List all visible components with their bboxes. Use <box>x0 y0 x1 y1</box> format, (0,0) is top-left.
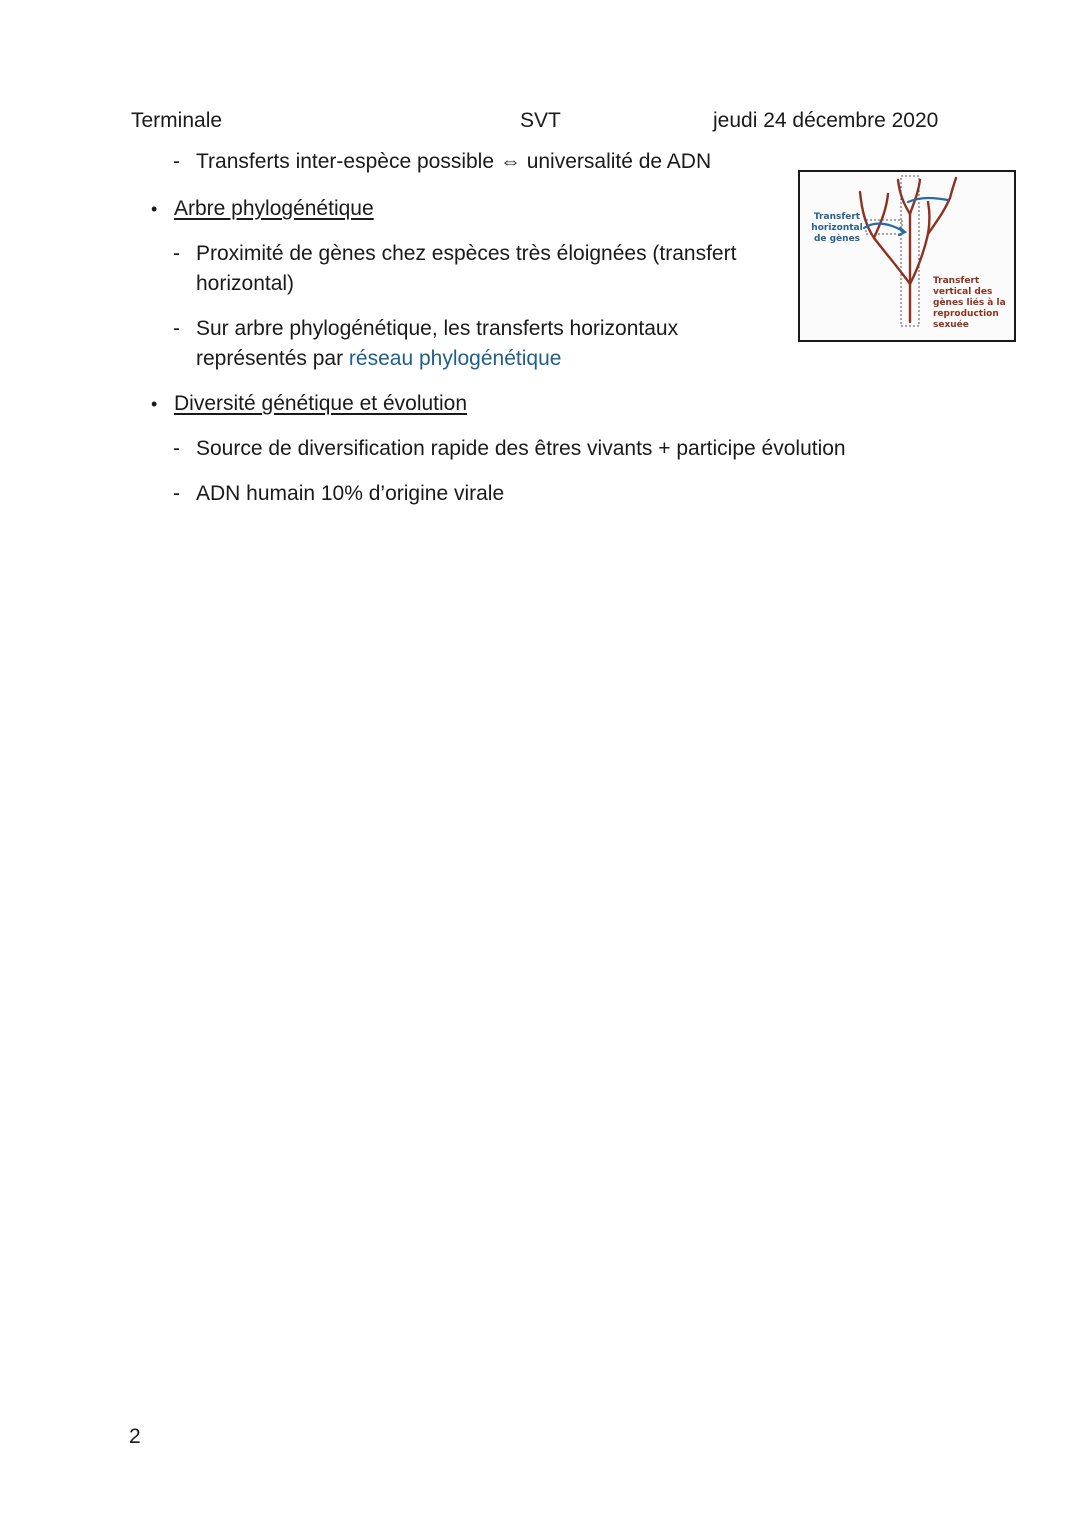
label-horizontal-transfer: Transfert horizontal de gènes <box>811 212 863 244</box>
dash-marker: - <box>173 150 180 173</box>
line-sur-arbre-a: Sur arbre phylogénétique, les transferts horizontaux <box>196 317 679 340</box>
dash-marker: - <box>173 242 180 265</box>
line-adn-humain: ADN humain 10% d’origine virale <box>196 482 505 505</box>
phylogenetic-network-figure <box>798 170 1016 342</box>
header-level: Terminale <box>131 109 223 132</box>
header-date: jeudi 24 décembre 2020 <box>713 109 939 132</box>
label-vertical-transfer: Transfert vertical des gènes liés à la reproduction sexuée <box>933 276 1006 330</box>
reseau-phylogenetique-term: réseau phylogénétique <box>348 347 562 370</box>
line-proximite-a: Proximité de gènes chez espèces très éloignées (transfert <box>196 242 737 265</box>
heading-arbre-phylogenetique: Arbre phylogénétique <box>174 197 374 220</box>
line-proximite-b: horizontal) <box>196 272 295 295</box>
bullet-marker: • <box>151 394 158 414</box>
dash-marker: - <box>173 437 180 460</box>
line-sur-arbre-b <box>196 344 561 374</box>
bullet-marker: • <box>151 199 158 219</box>
dash-marker: - <box>173 482 180 505</box>
page-number: 2 <box>129 1425 141 1448</box>
heading-diversite-genetique: Diversité génétique et évolution <box>174 392 468 415</box>
header-subject: SVT <box>520 109 561 132</box>
line-transferts: Transferts inter-espèce possible ⇔ universalité de ADN <box>196 150 712 173</box>
line-source-diversification: Source de diversification rapide des êtres vivants + participe évolution <box>196 437 846 460</box>
dash-marker: - <box>173 317 180 340</box>
line-sur-arbre-prefix: représentés par <box>196 347 349 370</box>
